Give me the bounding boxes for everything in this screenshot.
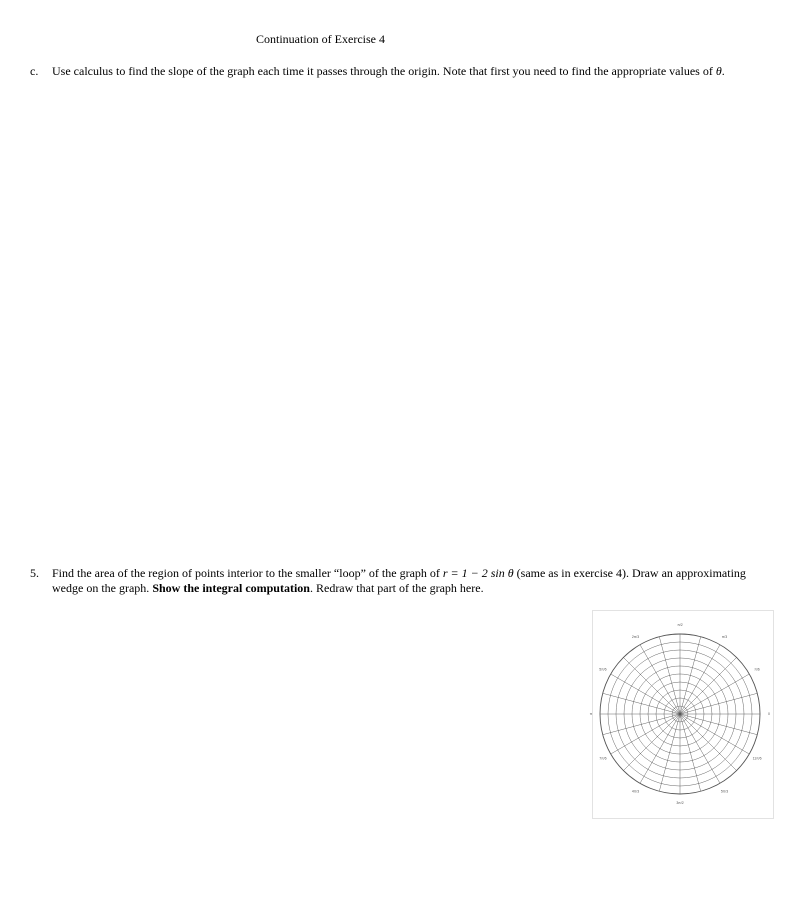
- page-title: Continuation of Exercise 4: [256, 32, 385, 46]
- part-c-question: [30, 64, 760, 79]
- polar-spoke: [680, 637, 701, 714]
- part-c-marker: c.: [30, 64, 39, 78]
- exercise-5-text-3: . Redraw that part of the graph here.: [309, 581, 484, 595]
- polar-spoke: [603, 693, 680, 714]
- exercise-5-text-2: (same as in exercise 4). Draw an approximating wedge on the graph.: [52, 566, 746, 595]
- exercise-5-text-1: Find the area of the region of points interior to the smaller “loop” of the graph of: [52, 566, 443, 580]
- polar-spoke: [640, 645, 680, 714]
- polar-spoke: [680, 714, 720, 783]
- angle-label: 7π/6: [599, 756, 607, 761]
- polar-spoke: [680, 693, 757, 714]
- angle-label: 3π/2: [676, 801, 684, 806]
- polar-spoke: [611, 674, 680, 714]
- angle-label: 0: [768, 712, 770, 717]
- polar-spoke: [680, 714, 749, 754]
- angle-label: 5π/3: [720, 789, 729, 794]
- part-c-text-2: .: [721, 64, 725, 78]
- polar-spoke: [640, 714, 680, 783]
- exercise-5-question: [30, 566, 760, 596]
- part-c-text-1: Use calculus to find the slope of the graph each time it passes through the origin. Note that first you need to find the appropriate values of: [52, 64, 716, 78]
- polar-grid-svg: [589, 611, 773, 818]
- polar-graph-paper: [589, 610, 774, 819]
- polar-spoke: [659, 637, 680, 714]
- polar-spoke: [680, 714, 701, 791]
- polar-spoke: [603, 714, 680, 735]
- angle-label: π: [589, 712, 593, 717]
- theta-symbol: θ: [715, 64, 722, 78]
- angle-label: π/3: [721, 635, 728, 640]
- polar-spoke: [659, 714, 680, 791]
- polar-equation: r = 1 − 2 sin θ: [442, 566, 514, 580]
- exercise-5-marker: 5.: [30, 566, 39, 580]
- exercise-5-text: [52, 566, 760, 596]
- polar-spoke: [611, 714, 680, 754]
- polar-spoke: [680, 645, 720, 714]
- angle-label: π/6: [754, 667, 760, 672]
- polar-spoke: [680, 714, 757, 735]
- polar-spoke: [680, 674, 749, 714]
- exercise-5-bold-instruction: Show the integral computation: [152, 581, 310, 595]
- angle-label: π/2: [677, 623, 683, 628]
- angle-label: 11π/6: [752, 756, 762, 761]
- angle-label: 5π/6: [599, 667, 607, 672]
- angle-label: 2π/3: [631, 635, 640, 640]
- part-c-text: [52, 64, 760, 79]
- angle-label: 4π/3: [631, 789, 640, 794]
